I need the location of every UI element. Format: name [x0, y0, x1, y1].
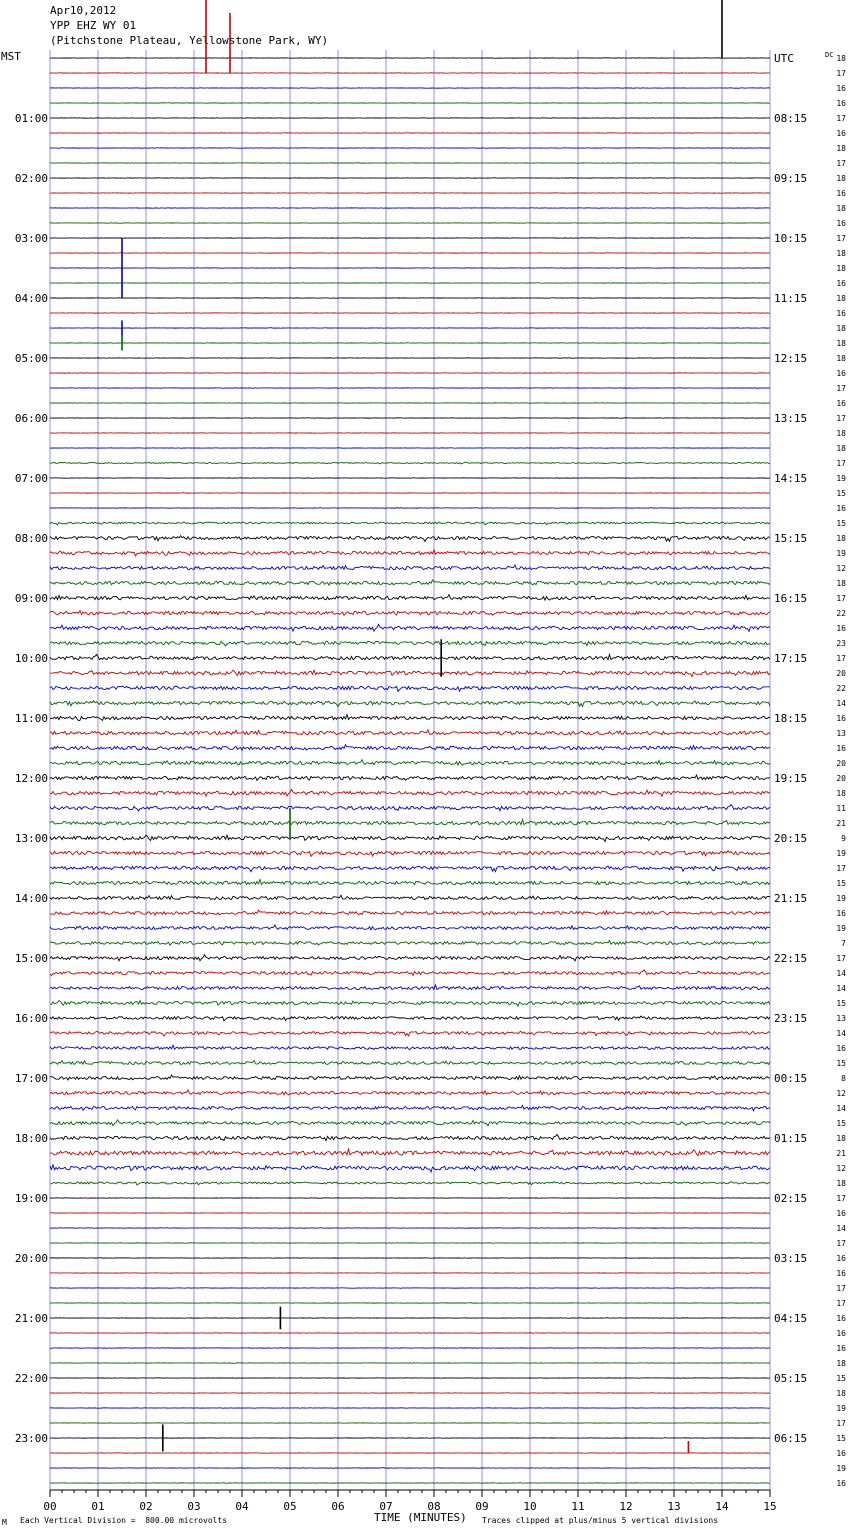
dc-label: DC	[825, 51, 834, 59]
hour-label-right: 09:15	[774, 172, 808, 185]
trace-line	[50, 1031, 770, 1036]
dc-value: 15	[836, 489, 846, 498]
dc-value: 16	[836, 1044, 846, 1053]
trace-line	[50, 522, 770, 525]
dc-value: 16	[836, 279, 846, 288]
trace-line	[50, 595, 770, 600]
dc-value: 17	[836, 1194, 846, 1203]
trace-line	[50, 1182, 770, 1185]
dc-value: 16	[836, 309, 846, 318]
trace-line	[50, 910, 770, 915]
dc-value: 17	[836, 1239, 846, 1248]
trace-line	[50, 686, 770, 691]
hour-label-right: UTC	[774, 52, 794, 65]
dc-value: 16	[836, 624, 846, 633]
x-tick-label: 13	[667, 1500, 681, 1513]
trace-line	[50, 1258, 770, 1259]
trace-line	[50, 1288, 770, 1289]
dc-value: 18	[836, 1179, 846, 1188]
dc-value: 9	[841, 834, 846, 843]
dc-value: 22	[836, 684, 846, 693]
trace-line	[50, 611, 770, 616]
dc-value: 17	[836, 954, 846, 963]
dc-value: 14	[836, 1104, 846, 1113]
trace-line	[50, 580, 770, 585]
dc-value: 18	[836, 204, 846, 213]
hour-label-right: 20:15	[774, 832, 808, 845]
dc-value: 18	[836, 249, 846, 258]
trace-line	[50, 1333, 770, 1334]
trace-line	[50, 550, 770, 556]
dc-value: 14	[836, 984, 846, 993]
dc-value: 19	[836, 474, 846, 483]
hour-label-left: 07:00	[14, 472, 48, 485]
dc-value: 18	[836, 534, 846, 543]
trace-line	[50, 178, 770, 179]
dc-value: 12	[836, 1089, 846, 1098]
dc-value: 16	[836, 1254, 846, 1263]
hour-label-left: 10:00	[14, 652, 48, 665]
hour-label-left: 06:00	[14, 412, 48, 425]
dc-value: 18	[836, 174, 846, 183]
trace-line	[50, 701, 770, 707]
trace-line	[50, 163, 770, 164]
dc-value: 14	[836, 969, 846, 978]
x-tick-label: 06	[331, 1500, 345, 1513]
trace-line	[50, 804, 770, 811]
dc-value: 19	[836, 549, 846, 558]
dc-value: 23	[836, 639, 846, 648]
trace-line	[50, 73, 770, 74]
dc-value: 16	[836, 399, 846, 408]
hour-label-left: 03:00	[14, 232, 48, 245]
trace-line	[50, 730, 770, 735]
hour-label-right: 23:15	[774, 1012, 808, 1025]
dc-value: 16	[836, 99, 846, 108]
dc-value: 17	[836, 594, 846, 603]
trace-line	[50, 985, 770, 990]
trace-line	[50, 835, 770, 841]
x-tick-label: 02	[139, 1500, 153, 1513]
x-tick-label: 09	[475, 1500, 489, 1513]
hour-label-right: 21:15	[774, 892, 808, 905]
dc-value: 14	[836, 699, 846, 708]
trace-line	[50, 298, 770, 299]
dc-value: 17	[836, 159, 846, 168]
dc-value: 16	[836, 714, 846, 723]
dc-value: 18	[836, 789, 846, 798]
dc-value: 15	[836, 1374, 846, 1383]
hour-label-right: 01:15	[774, 1132, 808, 1145]
hour-label-left: 05:00	[14, 352, 48, 365]
hour-label-right: 12:15	[774, 352, 808, 365]
trace-line	[50, 1273, 770, 1274]
hour-label-right: 16:15	[774, 592, 808, 605]
dc-value: 12	[836, 1164, 846, 1173]
hour-label-left: 16:00	[14, 1012, 48, 1025]
hour-label-right: 15:15	[774, 532, 808, 545]
dc-value: 21	[836, 819, 846, 828]
dc-value: 16	[836, 189, 846, 198]
dc-value: 16	[836, 369, 846, 378]
dc-value: 16	[836, 1269, 846, 1278]
dc-value: 17	[836, 414, 846, 423]
trace-line	[50, 654, 770, 660]
dc-value: 16	[836, 1344, 846, 1353]
trace-line	[50, 373, 770, 374]
dc-value: 13	[836, 1014, 846, 1023]
trace-line	[50, 1045, 770, 1049]
dc-value: 18	[836, 429, 846, 438]
trace-line	[50, 1105, 770, 1110]
dc-value: 16	[836, 1329, 846, 1338]
trace-line	[50, 118, 770, 119]
x-tick-label: 10	[523, 1500, 537, 1513]
x-tick-label: 08	[427, 1500, 441, 1513]
dc-value: 17	[836, 114, 846, 123]
x-axis-title: TIME (MINUTES)	[374, 1511, 467, 1524]
dc-value: 19	[836, 924, 846, 933]
dc-value: 21	[836, 1149, 846, 1158]
dc-value: 16	[836, 219, 846, 228]
dc-value: 18	[836, 144, 846, 153]
trace-line	[50, 565, 770, 570]
dc-value: 19	[836, 894, 846, 903]
trace-line	[50, 1468, 770, 1469]
trace-line	[50, 970, 770, 976]
dc-value: 16	[836, 84, 846, 93]
trace-line	[50, 223, 770, 224]
clip-note: Traces clipped at plus/minus 5 vertical divisions	[482, 1516, 719, 1525]
dc-value: 15	[836, 519, 846, 528]
dc-value: 18	[836, 1359, 846, 1368]
hour-label-right: 04:15	[774, 1312, 808, 1325]
dc-value: 20	[836, 669, 846, 678]
trace-line	[50, 208, 770, 209]
trace-line	[50, 1165, 770, 1172]
dc-value: 17	[836, 1299, 846, 1308]
trace-line	[50, 624, 770, 631]
trace-line	[50, 760, 770, 765]
dc-value: 16	[836, 1209, 846, 1218]
dc-value: 18	[836, 354, 846, 363]
dc-value: 15	[836, 879, 846, 888]
hour-label-right: 14:15	[774, 472, 808, 485]
trace-line	[50, 1060, 770, 1064]
hour-label-left: 09:00	[14, 592, 48, 605]
trace-line	[50, 88, 770, 89]
hour-label-left: 21:00	[14, 1312, 48, 1325]
trace-line	[50, 1134, 770, 1140]
trace-line	[50, 670, 770, 676]
trace-line	[50, 1303, 770, 1304]
hour-label-left: 11:00	[14, 712, 48, 725]
hour-label-right: 05:15	[774, 1372, 808, 1385]
trace-line	[50, 388, 770, 389]
dc-value: 19	[836, 1404, 846, 1413]
trace-line	[50, 955, 770, 961]
dc-value: 18	[836, 294, 846, 303]
hour-label-left: 22:00	[14, 1372, 48, 1385]
dc-value: 19	[836, 1464, 846, 1473]
mst-label: MST	[1, 50, 21, 63]
dc-value: 15	[836, 1434, 846, 1443]
trace-line	[50, 478, 770, 479]
dc-value: 17	[836, 864, 846, 873]
x-tick-label: 12	[619, 1500, 633, 1513]
dc-value: 16	[836, 129, 846, 138]
dc-value: 16	[836, 1479, 846, 1488]
x-tick-label: 01	[91, 1500, 105, 1513]
hour-label-left: 01:00	[14, 112, 48, 125]
trace-line	[50, 58, 770, 59]
hour-label-left: 14:00	[14, 892, 48, 905]
dc-value: 18	[836, 324, 846, 333]
trace-line	[50, 880, 770, 885]
hour-label-right: 13:15	[774, 412, 808, 425]
trace-line	[50, 1363, 770, 1364]
hour-label-left: 13:00	[14, 832, 48, 845]
hour-label-right: 06:15	[774, 1432, 808, 1445]
trace-line	[50, 462, 770, 464]
trace-line	[50, 789, 770, 796]
dc-value: 17	[836, 654, 846, 663]
hour-label-right: 02:15	[774, 1192, 808, 1205]
dc-value: 17	[836, 1284, 846, 1293]
hour-label-left: 17:00	[14, 1072, 48, 1085]
trace-line	[50, 1348, 770, 1349]
trace-line	[50, 1075, 770, 1080]
trace-line	[50, 193, 770, 194]
trace-line	[50, 1016, 770, 1021]
trace-line	[50, 148, 770, 149]
dc-value: 18	[836, 579, 846, 588]
trace-line	[50, 1198, 770, 1199]
trace-line	[50, 536, 770, 542]
hour-label-right: 10:15	[774, 232, 808, 245]
dc-value: 16	[836, 909, 846, 918]
dc-value: 8	[841, 1074, 846, 1083]
hour-label-left: 04:00	[14, 292, 48, 305]
dc-value: 18	[836, 444, 846, 453]
dc-value: 12	[836, 564, 846, 573]
x-tick-label: 03	[187, 1500, 201, 1513]
x-tick-label: 04	[235, 1500, 249, 1513]
trace-line	[50, 925, 770, 930]
dc-value: 13	[836, 729, 846, 738]
dc-value: 15	[836, 1059, 846, 1068]
hour-label-left: 18:00	[14, 1132, 48, 1145]
dc-value: 14	[836, 1224, 846, 1233]
hour-label-left: 08:00	[14, 532, 48, 545]
dc-value: 17	[836, 234, 846, 243]
dc-value: 22	[836, 609, 846, 618]
dc-value: 15	[836, 999, 846, 1008]
dc-value: 16	[836, 744, 846, 753]
trace-line	[50, 775, 770, 780]
trace-line	[50, 715, 770, 721]
dc-value: 14	[836, 1029, 846, 1038]
trace-line	[50, 851, 770, 857]
trace-line	[50, 1120, 770, 1126]
dc-value: 19	[836, 849, 846, 858]
dc-value: 16	[836, 1314, 846, 1323]
trace-line	[50, 819, 770, 824]
x-tick-label: 11	[571, 1500, 585, 1513]
dc-value: 20	[836, 774, 846, 783]
dc-value: 18	[836, 1389, 846, 1398]
dc-value: 16	[836, 504, 846, 513]
dc-value: 18	[836, 264, 846, 273]
x-tick-label: 14	[715, 1500, 729, 1513]
footer-mark: M	[2, 1518, 7, 1527]
x-tick-label: 05	[283, 1500, 297, 1513]
dc-value: 18	[836, 54, 846, 63]
hour-label-left: 19:00	[14, 1192, 48, 1205]
dc-value: 17	[836, 384, 846, 393]
hour-label-right: 22:15	[774, 952, 808, 965]
dc-value: 20	[836, 759, 846, 768]
dc-value: 18	[836, 1134, 846, 1143]
trace-line	[50, 1483, 770, 1484]
dc-value: 11	[836, 804, 846, 813]
dc-value: 17	[836, 1419, 846, 1428]
trace-line	[50, 895, 770, 899]
hour-label-left: 02:00	[14, 172, 48, 185]
plot-date: Apr10,2012	[50, 4, 117, 17]
hour-label-right: 08:15	[774, 112, 808, 125]
trace-line	[50, 1149, 770, 1156]
x-tick-label: 00	[43, 1500, 57, 1513]
x-tick-label: 07	[379, 1500, 393, 1513]
dc-value: 17	[836, 69, 846, 78]
trace-line	[50, 1000, 770, 1006]
trace-line	[50, 940, 770, 945]
dc-value: 15	[836, 1119, 846, 1128]
x-tick-label: 15	[763, 1500, 777, 1513]
dc-value: 7	[841, 939, 846, 948]
hour-label-left: 20:00	[14, 1252, 48, 1265]
trace-line	[50, 343, 770, 344]
hour-label-right: 00:15	[774, 1072, 808, 1085]
hour-label-left: 23:00	[14, 1432, 48, 1445]
trace-line	[50, 1318, 770, 1319]
hour-label-right: 18:15	[774, 712, 808, 725]
trace-line	[50, 1453, 770, 1454]
hour-label-right: 11:15	[774, 292, 808, 305]
hour-label-right: 19:15	[774, 772, 808, 785]
station-code: YPP EHZ WY 01	[50, 19, 137, 32]
station-location: (Pitchstone Plateau, Yellowstone Park, WY)	[50, 34, 329, 47]
trace-line	[50, 745, 770, 751]
trace-line	[50, 1438, 770, 1439]
scale-note: Each Vertical Division = 800.00 microvolts	[20, 1516, 228, 1525]
trace-line	[50, 313, 770, 314]
hour-label-left: 15:00	[14, 952, 48, 965]
trace-line	[50, 641, 770, 646]
hour-label-right: 17:15	[774, 652, 808, 665]
hour-label-right: 03:15	[774, 1252, 808, 1265]
dc-value: 18	[836, 339, 846, 348]
trace-line	[50, 866, 770, 872]
hour-label-left: 12:00	[14, 772, 48, 785]
dc-value: 16	[836, 1449, 846, 1458]
dc-value: 17	[836, 459, 846, 468]
trace-line	[50, 1090, 770, 1095]
